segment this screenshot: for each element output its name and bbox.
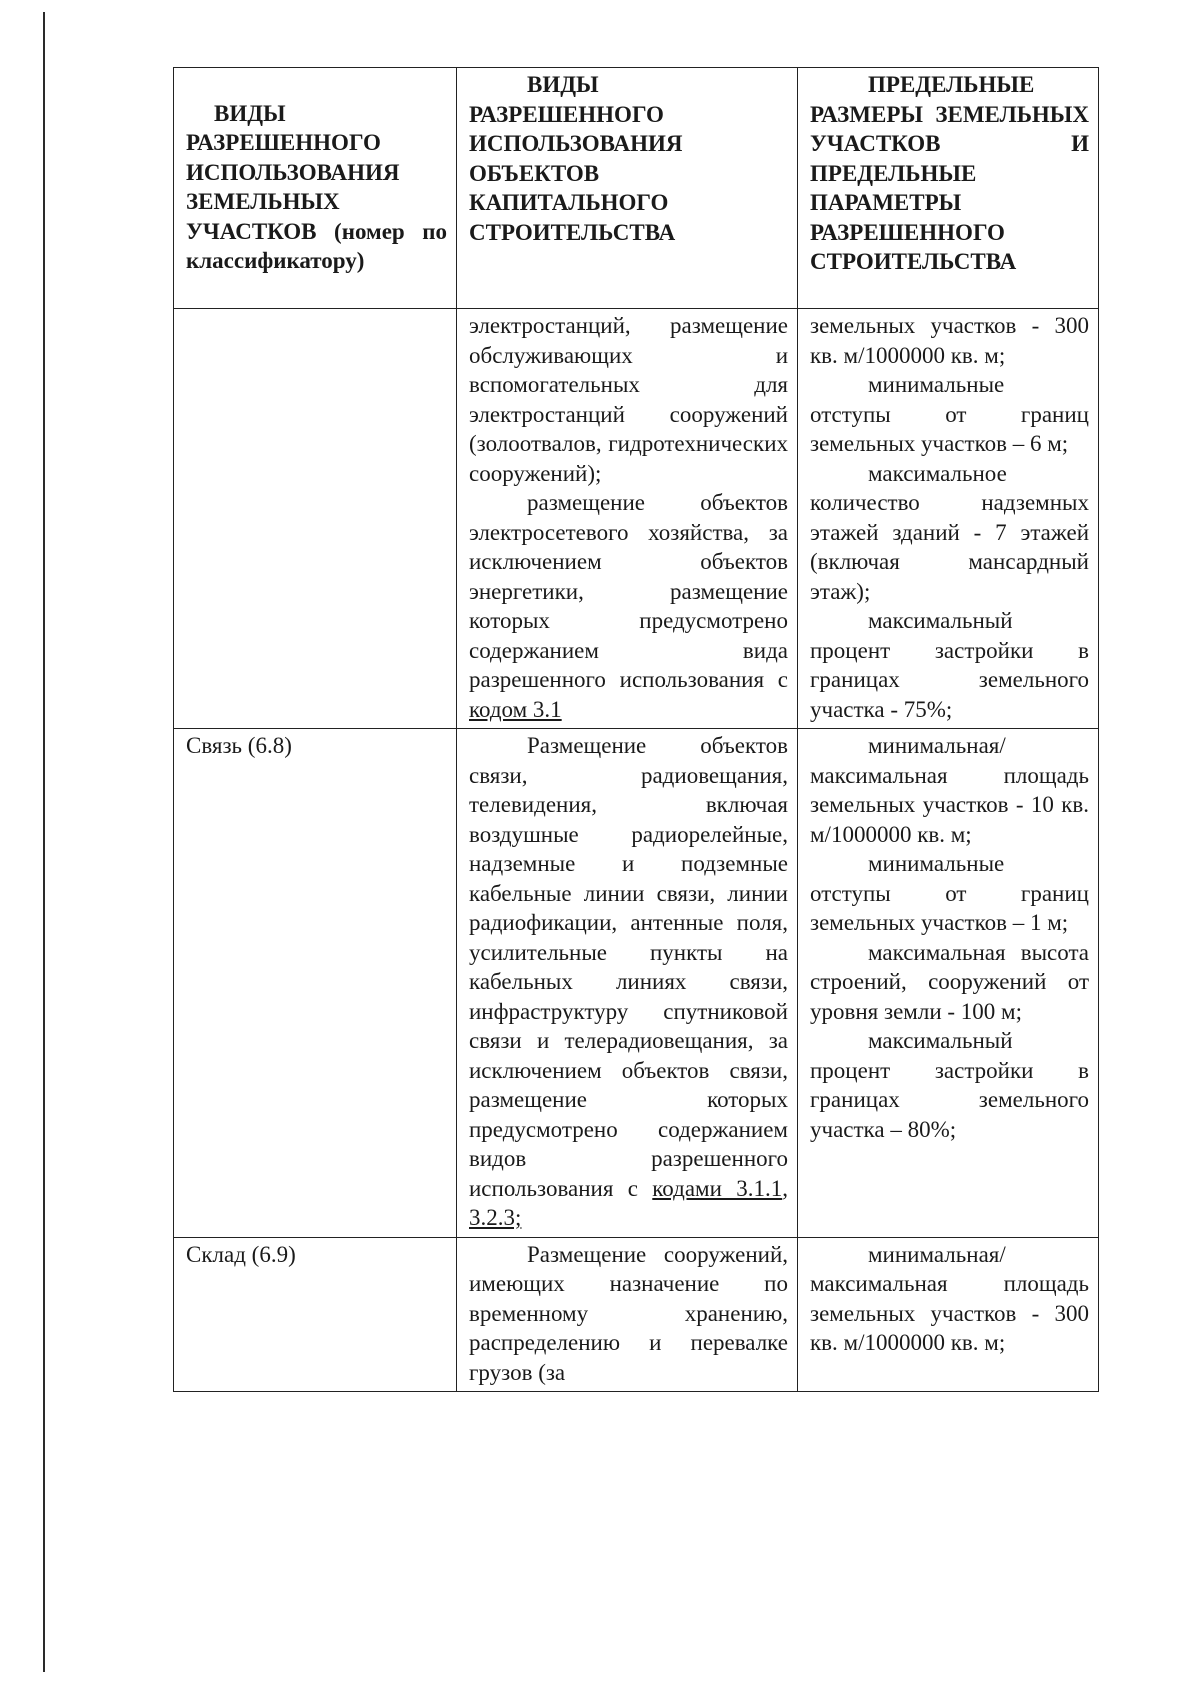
param-line: максимальное количество надземных этажей зданий - 7 этажей (включая мансардный этаж);	[810, 460, 1089, 604]
param-line: земельных участков - 300 кв. м/1000000 кв. м;	[810, 313, 1089, 368]
param-line: минимальные отступы от границ земельных участков – 6 м;	[810, 372, 1089, 456]
land-use-table	[173, 67, 1099, 1392]
table-row	[174, 729, 1099, 1238]
objects-paragraph: электростанций, размещение обслуживающих и вспомогательных для электростанций сооружений (золоотвалов, гидротехнических сооружений);	[469, 313, 788, 486]
param-line: максимальная высота строений, сооружений от уровня земли - 100 м;	[810, 939, 1089, 1024]
objects-cell	[457, 729, 798, 1238]
objects-cell	[457, 1237, 798, 1392]
params-cell	[798, 729, 1099, 1238]
header-objects	[457, 68, 798, 309]
code-link[interactable]: кодами 3.1.1	[652, 1175, 783, 1201]
param-line: минимальная/максимальная площадь земельных участков - 10 кв. м/1000000 кв. м;	[810, 733, 1089, 847]
param-line: минимальные отступы от границ земельных участков – 1 м;	[810, 851, 1089, 935]
header-params	[798, 68, 1099, 309]
objects-paragraph: Размещение сооружений, имеющих назначение по временному хранению, распределению и перевалке грузов (за	[469, 1241, 788, 1385]
land-use-cell	[174, 729, 457, 1238]
code-link[interactable]: 3.2.3;	[469, 1205, 522, 1230]
header-land-use-text: ВИДЫ РАЗРЕШЕННОГО ИСПОЛЬЗОВАНИЯ ЗЕМЕЛЬНЫХ УЧАСТКОВ (номер по классификатору)	[186, 100, 447, 273]
land-use-cell	[174, 309, 457, 729]
objects-cell	[457, 309, 798, 729]
page-scan-edge	[43, 12, 45, 1672]
objects-paragraph	[469, 488, 788, 724]
code-link[interactable]: кодом 3.1	[469, 696, 562, 722]
param-line: максимальный процент застройки в границах земельного участка - 75%;	[810, 608, 1089, 722]
objects-text: размещение объектов электросетевого хозяйства, за исключением объектов энергетики, размещение которых предусмотрено содержанием вида разрешенного использования с	[469, 490, 788, 692]
objects-text: Размещение объектов связи, радиовещания, телевидения, включая воздушные радиорелейные, надземные и подземные кабельные линии связи, линии радиофикации, антенные поля, усилительные пункты на кабельных линиях связи, инфраструктуру спутниковой связи и телерадиовещания, за исключением объектов связи, размещение которых предусмотрено содержанием видов разрешенного использования с	[469, 733, 788, 1201]
params-cell	[798, 309, 1099, 729]
land-use-label: Связь (6.8)	[186, 733, 292, 758]
param-line: минимальная/максимальная площадь земельных участков - 300 кв. м/1000000 кв. м;	[810, 1241, 1089, 1355]
params-cell	[798, 1237, 1099, 1392]
header-land-use	[174, 68, 457, 309]
table-header-row	[174, 68, 1099, 309]
header-objects-text: ВИДЫ РАЗРЕШЕННОГО ИСПОЛЬЗОВАНИЯ ОБЪЕКТОВ КАПИТАЛЬНОГО СТРОИТЕЛЬСТВА	[469, 72, 683, 245]
objects-paragraph	[469, 731, 788, 1233]
code-separator: ,	[782, 1175, 788, 1201]
table-row	[174, 309, 1099, 729]
land-use-cell	[174, 1237, 457, 1392]
land-use-label: Склад (6.9)	[186, 1241, 296, 1267]
table-row	[174, 1237, 1099, 1392]
header-params-text: ПРЕДЕЛЬНЫЕ РАЗМЕРЫ ЗЕМЕЛЬНЫХ УЧАСТКОВ И ПРЕДЕЛЬНЫЕ ПАРАМЕТРЫ РАЗРЕШЕННОГО СТРОИТЕЛЬСТВА	[810, 72, 1089, 274]
param-line: максимальный процент застройки в границах земельного участка – 80%;	[810, 1028, 1089, 1142]
